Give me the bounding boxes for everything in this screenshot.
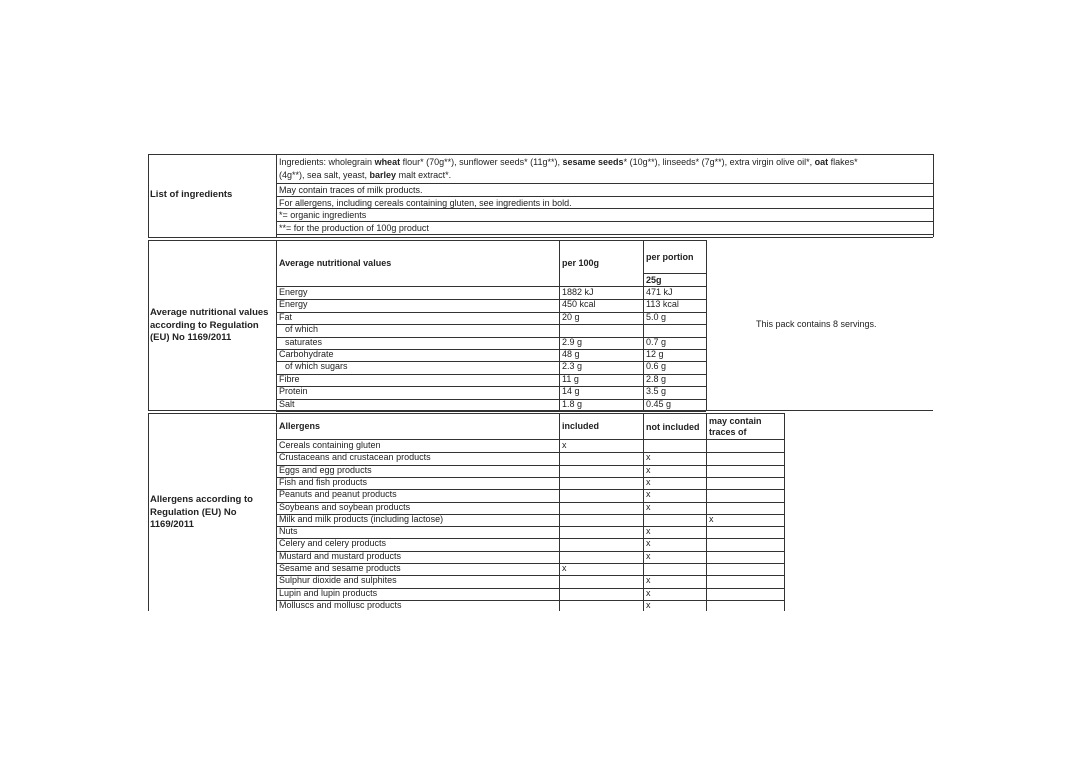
- allergen-name: Mustard and mustard products: [279, 550, 402, 561]
- portion-size: 25g: [646, 275, 662, 285]
- nutrition-header: Average nutritional values: [279, 258, 392, 268]
- ingredients-label: List of ingredients: [150, 189, 233, 200]
- per-100g-value: 48 g: [562, 349, 580, 359]
- ingredients-note: For allergens, including cereals containing gluten, see ingredients in bold.: [279, 198, 572, 208]
- ingredient-text: malt extract*.: [396, 170, 452, 180]
- table-rule: [276, 413, 277, 611]
- allergen-name: Sesame and sesame products: [279, 563, 401, 573]
- allergens-label: Regulation (EU) No: [150, 506, 237, 518]
- table-rule: [706, 413, 707, 611]
- table-rule: [148, 413, 149, 611]
- table-rule: [276, 234, 933, 235]
- nutrient-name: of which: [285, 324, 319, 335]
- table-rule: [276, 312, 706, 313]
- not-included-mark: x: [646, 464, 651, 475]
- not-included-mark: x: [646, 501, 651, 512]
- table-rule: [643, 240, 644, 410]
- per-100g-header: per 100g: [562, 258, 600, 268]
- allergen-name: Lupin and lupin products: [279, 587, 378, 598]
- included-mark: x: [562, 563, 567, 573]
- allergen-name: Milk and milk products (including lactose): [279, 513, 444, 524]
- table-rule: [148, 240, 149, 410]
- per-portion-value: 2.8 g: [646, 373, 667, 384]
- may-contain-mark: x: [709, 513, 714, 524]
- allergen-name: Soybeans and soybean products: [279, 501, 411, 512]
- allergen-name: Crustaceans and crustacean products: [279, 452, 431, 463]
- not-included-header: not included: [646, 422, 700, 432]
- not-included-mark: x: [646, 599, 651, 610]
- table-rule: [148, 154, 149, 237]
- table-rule: [276, 221, 933, 222]
- ingredients-line: [279, 157, 858, 168]
- not-included-mark: x: [646, 575, 651, 586]
- ingredient-text: * (10g**), linseeds* (7g**), extra virgin olive oil*,: [623, 157, 815, 167]
- may-contain-header: may contain: [709, 416, 762, 426]
- nutrient-name: Carbohydrate: [279, 349, 334, 359]
- table-rule: [643, 273, 706, 274]
- not-included-mark: x: [646, 550, 651, 561]
- table-rule: [276, 196, 933, 197]
- ingredient-text: flakes*: [828, 157, 858, 167]
- table-rule: [276, 337, 706, 338]
- included-mark: x: [562, 440, 567, 450]
- per-100g-value: 2.3 g: [562, 361, 583, 372]
- per-portion-value: 0.6 g: [646, 361, 667, 372]
- per-portion-value: 113 kcal: [646, 299, 679, 310]
- ingredients-note: *= organic ingredients: [279, 210, 367, 220]
- per-100g-value: 14 g: [562, 386, 580, 397]
- table-rule: [148, 413, 276, 414]
- not-included-mark: x: [646, 587, 651, 598]
- allergen-highlight: wheat: [374, 157, 401, 167]
- table-rule: [276, 183, 933, 184]
- table-rule: [276, 386, 706, 387]
- allergen-name: Celery and celery products: [279, 538, 387, 549]
- per-100g-value: 1882 kJ: [562, 287, 594, 297]
- table-rule: [276, 411, 706, 412]
- table-rule: [276, 399, 706, 400]
- allergen-highlight: sesame seeds: [562, 157, 624, 167]
- nutrient-name: of which sugars: [285, 361, 348, 372]
- allergens-header: Allergens: [279, 421, 321, 431]
- nutrient-name: Protein: [279, 386, 308, 397]
- table-rule: [148, 154, 933, 155]
- table-rule: [276, 324, 706, 325]
- table-rule: [276, 413, 784, 414]
- per-100g-value: 450 kcal: [562, 299, 596, 310]
- allergen-name: Cereals containing gluten: [279, 440, 381, 450]
- not-included-mark: x: [646, 489, 651, 500]
- per-portion-value: 12 g: [646, 349, 664, 359]
- table-rule: [276, 240, 706, 241]
- ingredient-text: flour* (70g**), sunflower seeds* (11g**),: [400, 157, 563, 167]
- table-rule: [276, 526, 784, 527]
- allergen-name: Peanuts and peanut products: [279, 489, 397, 500]
- table-rule: [276, 154, 277, 237]
- table-rule: [276, 374, 706, 375]
- table-rule: [276, 299, 706, 300]
- nutrition-label: according to Regulation: [150, 319, 259, 331]
- per-portion-value: 0.45 g: [646, 398, 672, 409]
- per-portion-value: 5.0 g: [646, 311, 667, 322]
- table-rule: [559, 240, 560, 410]
- per-100g-value: 11 g: [562, 373, 579, 384]
- per-100g-value: 2.9 g: [562, 336, 583, 347]
- allergen-name: Molluscs and mollusc products: [279, 599, 402, 610]
- allergen-name: Eggs and egg products: [279, 464, 372, 475]
- not-included-mark: x: [646, 526, 651, 537]
- nutrient-name: saturates: [285, 336, 323, 347]
- table-rule: [706, 240, 707, 410]
- may-contain-header: traces of: [709, 427, 747, 437]
- nutrition-label: Average nutritional values: [150, 307, 269, 318]
- included-header: included: [562, 421, 600, 431]
- table-rule: [276, 240, 277, 410]
- allergen-name: Fish and fish products: [279, 476, 368, 487]
- table-rule: [559, 413, 560, 611]
- ingredients-line: [279, 170, 451, 181]
- per-portion-value: 0.7 g: [646, 336, 667, 347]
- nutrient-name: Fibre: [279, 373, 300, 384]
- allergen-highlight: oat: [814, 157, 829, 167]
- table-rule: [276, 349, 706, 350]
- per-100g-value: 1.8 g: [562, 398, 583, 409]
- ingredients-note: **= for the production of 100g product: [279, 223, 429, 233]
- allergen-name: Sulphur dioxide and sulphites: [279, 575, 397, 586]
- per-portion-header: per portion: [646, 252, 694, 262]
- not-included-mark: x: [646, 538, 651, 549]
- allergen-name: Nuts: [279, 526, 298, 537]
- table-rule: [784, 413, 785, 611]
- per-portion-value: 471 kJ: [646, 287, 673, 297]
- ingredient-text: Ingredients: wholegrain: [279, 157, 375, 167]
- not-included-mark: x: [646, 452, 651, 463]
- allergens-label: 1169/2011: [150, 519, 194, 530]
- nutrient-name: Energy: [279, 299, 308, 310]
- nutrition-label: (EU) No 1169/2011: [150, 332, 232, 343]
- table-rule: [933, 154, 934, 237]
- table-rule: [148, 237, 933, 238]
- ingredient-text: (4g**), sea salt, yeast,: [279, 170, 370, 180]
- nutrient-name: Energy: [279, 287, 308, 297]
- nutrient-name: Salt: [279, 398, 295, 409]
- nutrient-name: Fat: [279, 311, 293, 322]
- allergens-label: Allergens according to: [150, 494, 253, 505]
- per-100g-value: 20 g: [562, 311, 580, 322]
- servings-note: This pack contains 8 servings.: [756, 319, 877, 329]
- table-rule: [276, 286, 706, 287]
- table-rule: [148, 240, 276, 241]
- table-rule: [643, 413, 644, 611]
- per-portion-value: 3.5 g: [646, 386, 667, 397]
- not-included-mark: x: [646, 476, 651, 487]
- ingredients-note: May contain traces of milk products.: [279, 185, 423, 195]
- allergen-highlight: barley: [369, 170, 397, 180]
